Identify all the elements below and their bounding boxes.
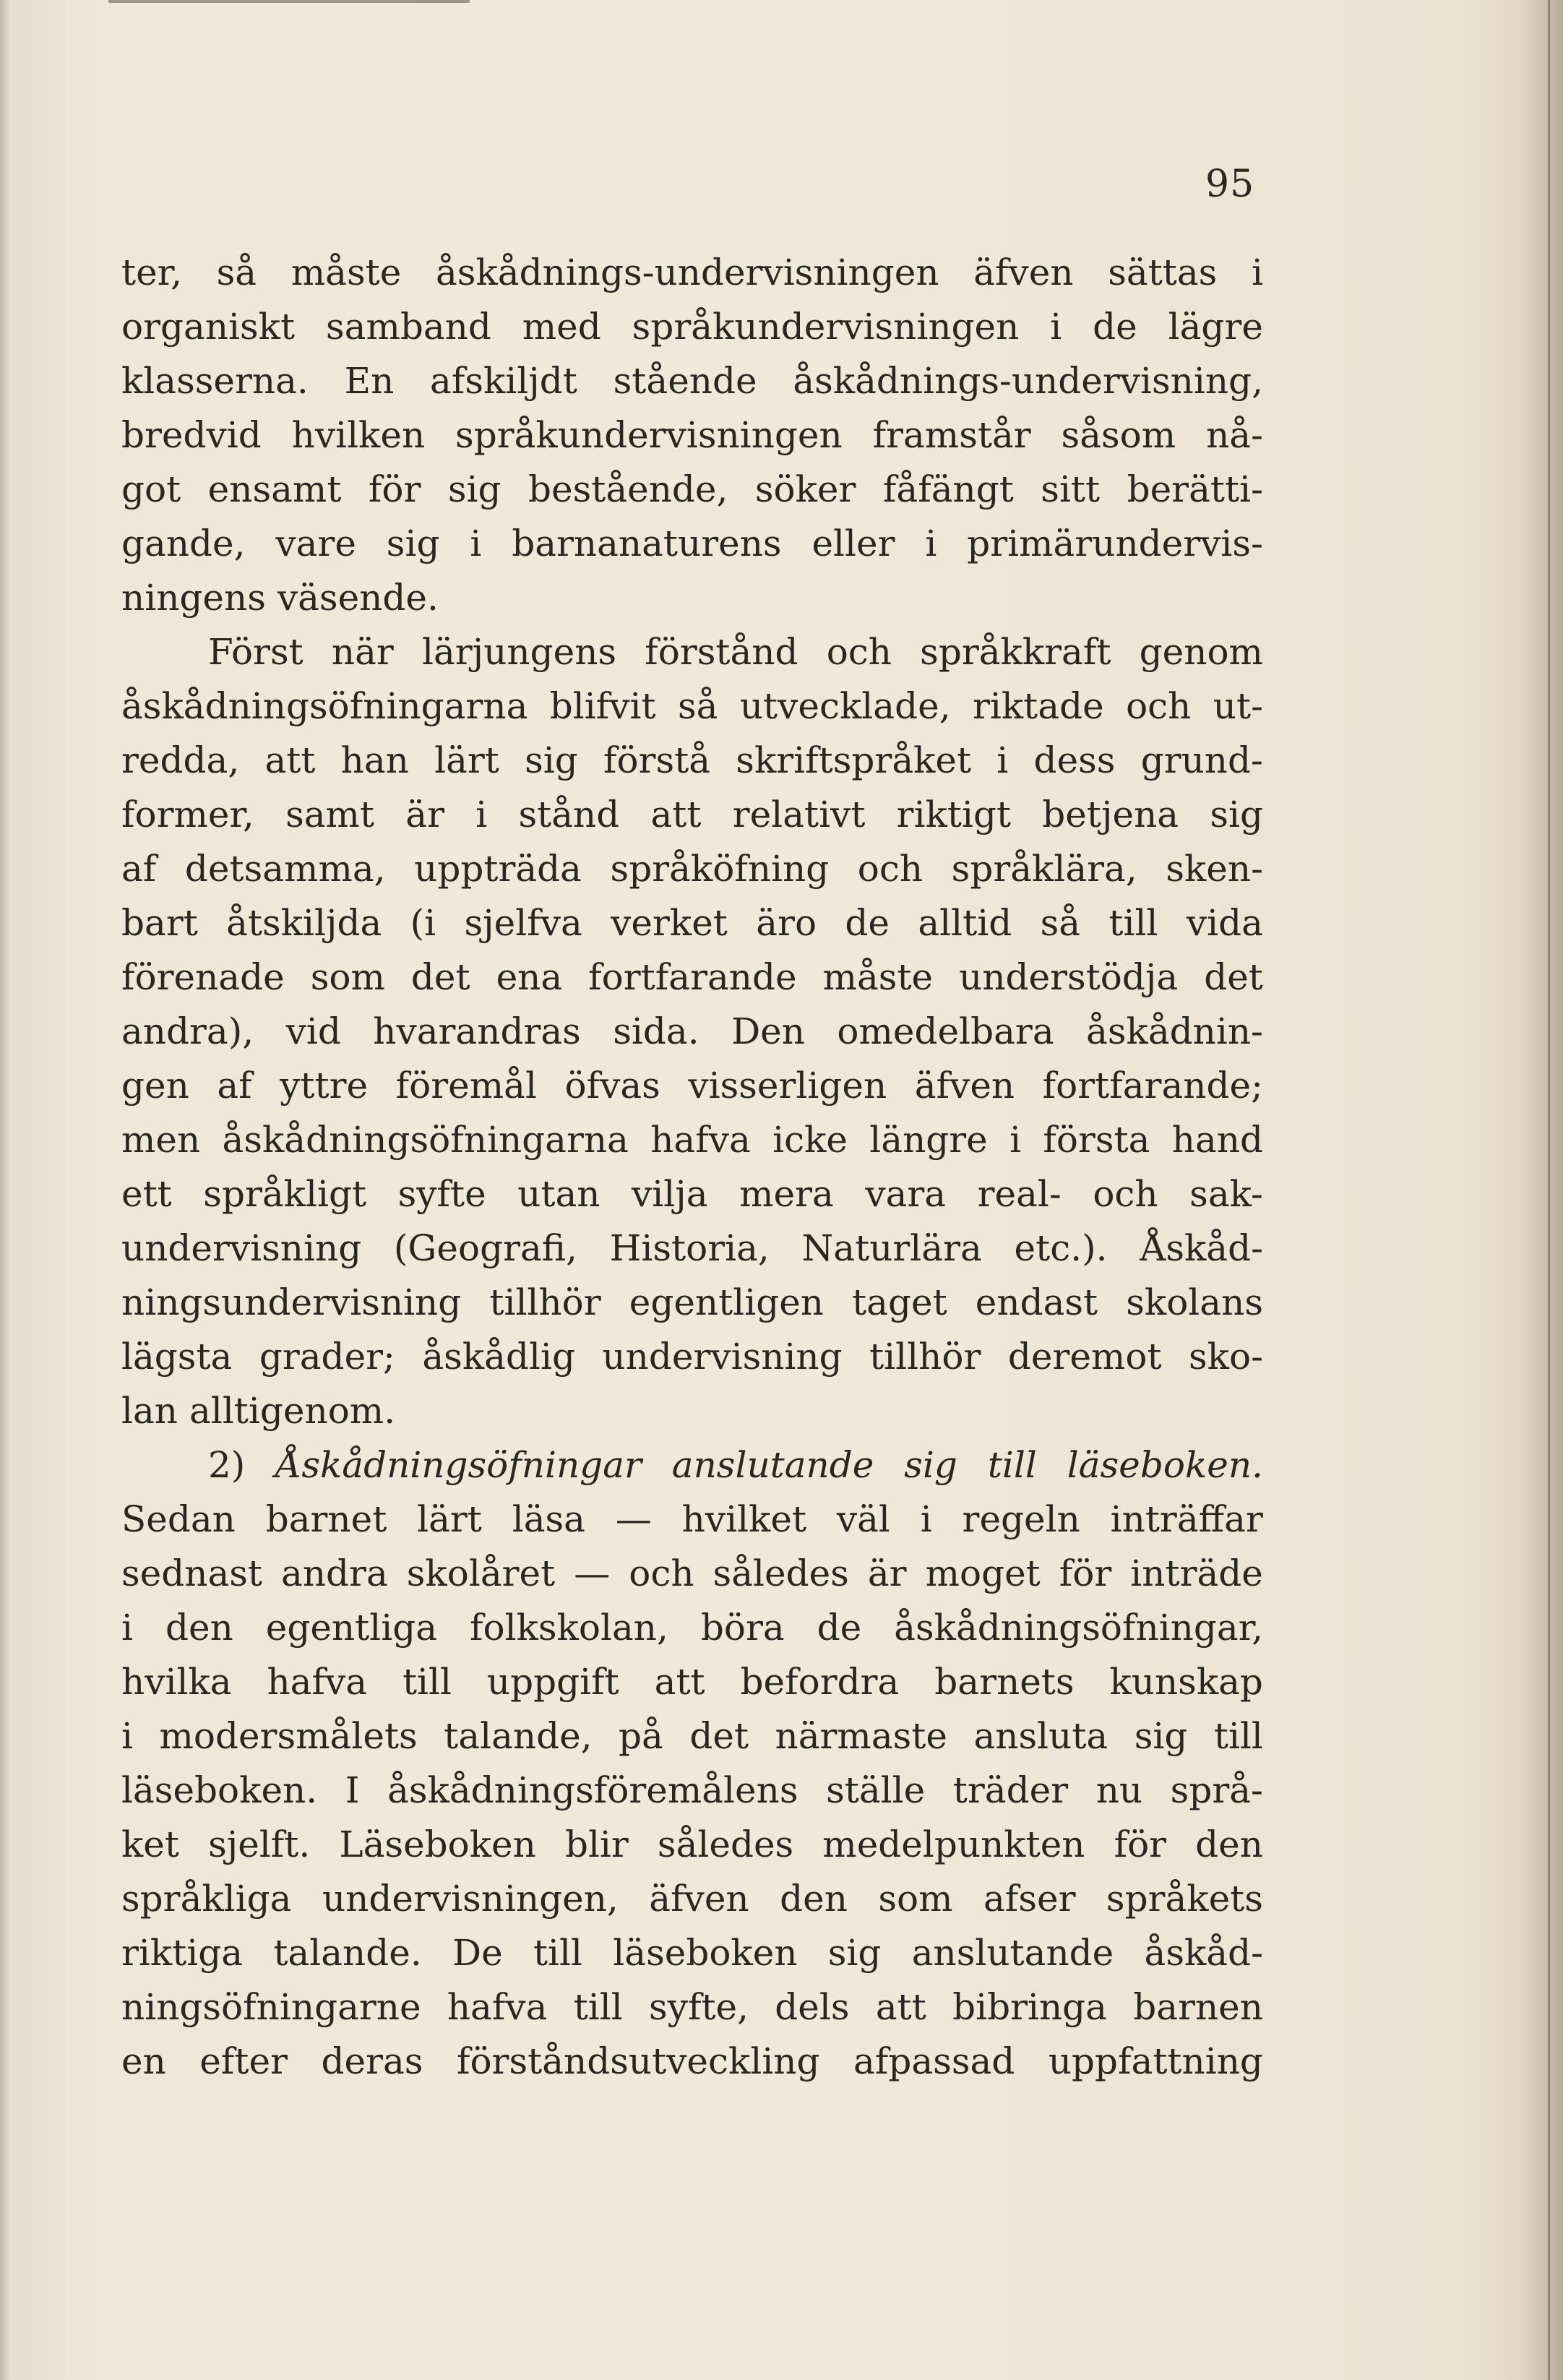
word: språköfning bbox=[610, 848, 830, 890]
word: primärundervis- bbox=[967, 523, 1263, 564]
word: Sedan bbox=[121, 1498, 236, 1540]
word: afpassad bbox=[853, 2040, 1015, 2082]
word: till bbox=[1213, 1715, 1263, 1757]
word: väl bbox=[836, 1498, 890, 1540]
word: sig bbox=[386, 523, 440, 564]
word: bestående, bbox=[528, 468, 728, 510]
word: äro bbox=[756, 902, 817, 944]
word: andra bbox=[281, 1552, 388, 1594]
word: sig bbox=[1134, 1715, 1188, 1757]
word: understödja bbox=[959, 956, 1179, 998]
word: den bbox=[1195, 1823, 1263, 1865]
word: i bbox=[1050, 306, 1062, 348]
word: att bbox=[654, 1661, 705, 1703]
word: barnanaturens bbox=[512, 523, 782, 564]
word: föremål bbox=[395, 1065, 537, 1107]
top-rule bbox=[108, 0, 470, 3]
word: samt bbox=[285, 794, 375, 835]
word: — bbox=[615, 1498, 652, 1540]
text-line bbox=[121, 1872, 1263, 1926]
word: stånd bbox=[518, 794, 620, 835]
word: moget bbox=[925, 1552, 1041, 1594]
word: till bbox=[533, 1932, 583, 1974]
word: Läseboken bbox=[339, 1823, 536, 1865]
word: undervisning bbox=[121, 1227, 362, 1269]
text-line bbox=[121, 246, 1263, 300]
word: afskiljdt bbox=[430, 360, 577, 402]
word: got bbox=[121, 468, 181, 510]
word: åskådningsöfningar, bbox=[894, 1607, 1263, 1649]
word: undervisning bbox=[602, 1336, 843, 1378]
word: real- bbox=[977, 1173, 1062, 1215]
word: såsom bbox=[1061, 414, 1176, 456]
word: för bbox=[1059, 1552, 1112, 1594]
word: afser bbox=[983, 1878, 1076, 1920]
word: dels bbox=[775, 1986, 850, 2028]
word: sättas bbox=[1108, 252, 1218, 293]
word: och bbox=[1126, 685, 1192, 727]
word: bart bbox=[121, 902, 198, 944]
word: alltid bbox=[918, 902, 1012, 944]
word: skolåret bbox=[406, 1552, 556, 1594]
word: mera bbox=[739, 1173, 834, 1215]
word: första bbox=[1043, 1119, 1150, 1161]
word: åskåd- bbox=[1144, 1932, 1263, 1974]
word: talande, bbox=[444, 1715, 593, 1757]
word: folkskolan, bbox=[470, 1607, 668, 1649]
word: sko- bbox=[1189, 1336, 1263, 1378]
word: barnen bbox=[1133, 1986, 1263, 2028]
text-line bbox=[121, 1167, 1263, 1221]
text-line bbox=[121, 1818, 1263, 1872]
word: för bbox=[368, 468, 421, 510]
word: sitt bbox=[1041, 468, 1101, 510]
word: hand bbox=[1171, 1119, 1263, 1161]
word: för bbox=[1114, 1823, 1167, 1865]
word: språklära, bbox=[951, 848, 1137, 890]
word: förstå bbox=[603, 739, 711, 781]
word: modersmålets bbox=[159, 1715, 418, 1757]
word: det bbox=[410, 956, 470, 998]
word: grader; bbox=[259, 1336, 395, 1378]
word: på bbox=[619, 1715, 663, 1757]
word: läseboken. bbox=[1067, 1444, 1263, 1486]
word: alltigenom. bbox=[189, 1390, 396, 1432]
text-line bbox=[121, 408, 1263, 463]
word: grund- bbox=[1140, 739, 1263, 781]
word: detsamma, bbox=[184, 848, 386, 890]
text-line bbox=[121, 896, 1263, 950]
word: ensamt bbox=[207, 468, 342, 510]
word: ket bbox=[121, 1823, 179, 1865]
word: uppfattning bbox=[1048, 2040, 1263, 2082]
text-line bbox=[121, 1492, 1263, 1547]
text-line bbox=[121, 1763, 1263, 1818]
text-line bbox=[121, 1709, 1263, 1763]
word: fortfarande bbox=[588, 956, 797, 998]
word: den bbox=[165, 1607, 233, 1649]
word: — bbox=[574, 1552, 611, 1594]
word: till bbox=[402, 1661, 452, 1703]
word: han bbox=[340, 739, 409, 781]
word: vilja bbox=[632, 1173, 708, 1215]
word: nu bbox=[1095, 1769, 1143, 1811]
word: dess bbox=[1033, 739, 1116, 781]
word: af bbox=[121, 848, 157, 890]
word: riktiga bbox=[121, 1932, 244, 1974]
word: redda, bbox=[121, 739, 240, 781]
word: sig bbox=[827, 1932, 882, 1974]
word: således bbox=[657, 1823, 794, 1865]
word: sjelfva bbox=[464, 902, 582, 944]
word: Åskåd- bbox=[1140, 1227, 1263, 1269]
word: tillhör bbox=[869, 1336, 981, 1378]
word: lägsta bbox=[121, 1336, 233, 1378]
word: berätti- bbox=[1127, 468, 1263, 510]
word: och bbox=[1093, 1173, 1158, 1215]
word: relativt bbox=[732, 794, 866, 835]
word: sednast bbox=[121, 1552, 263, 1594]
word: riktade bbox=[972, 685, 1104, 727]
word: ter, bbox=[121, 252, 182, 293]
word: det bbox=[1204, 956, 1263, 998]
word: (i bbox=[410, 902, 436, 944]
text-line bbox=[121, 1384, 1263, 1438]
word: förenade bbox=[121, 956, 285, 998]
word: sida. bbox=[613, 1010, 699, 1052]
word: samband bbox=[325, 306, 491, 348]
word: stående bbox=[613, 360, 757, 402]
word: åskådnin- bbox=[1086, 1010, 1263, 1052]
word: hvilket bbox=[681, 1498, 807, 1540]
text-line bbox=[121, 1113, 1263, 1167]
word: de bbox=[817, 1607, 862, 1649]
text-line bbox=[121, 300, 1263, 354]
page-left-edge-shadow bbox=[0, 0, 10, 2380]
word: läseboken bbox=[613, 1932, 798, 1974]
word: längre bbox=[869, 1119, 988, 1161]
word: Naturlära bbox=[801, 1227, 982, 1269]
word: språkets bbox=[1106, 1878, 1263, 1920]
text-line bbox=[121, 842, 1263, 896]
word: etc.). bbox=[1014, 1227, 1108, 1269]
word: så bbox=[678, 685, 718, 727]
word: inträde bbox=[1130, 1552, 1263, 1594]
word: uppträda bbox=[414, 848, 582, 890]
word: som bbox=[310, 956, 385, 998]
word: närmaste bbox=[775, 1715, 947, 1757]
word: äfven bbox=[914, 1065, 1015, 1107]
word: sig bbox=[447, 468, 501, 510]
word: (Geografi, bbox=[393, 1227, 578, 1269]
word: egentliga bbox=[265, 1607, 438, 1649]
word: lärjungens bbox=[421, 631, 617, 673]
word: utvecklade, bbox=[739, 685, 951, 727]
word: åskådningsöfningarna bbox=[222, 1119, 629, 1161]
word: taget bbox=[852, 1281, 947, 1323]
word: ningsundervisning bbox=[121, 1281, 462, 1323]
word: språkkraft bbox=[920, 631, 1111, 673]
word: att bbox=[875, 1986, 926, 2028]
word: lärt bbox=[417, 1498, 482, 1540]
word: åskådningsöfningarna bbox=[121, 685, 528, 727]
word: till bbox=[573, 1986, 623, 2028]
word: och bbox=[629, 1552, 694, 1594]
word: Den bbox=[731, 1010, 805, 1052]
word: ställe bbox=[826, 1769, 926, 1811]
word: utan bbox=[517, 1173, 600, 1215]
word: sken- bbox=[1166, 848, 1263, 890]
word: språkundervisningen bbox=[632, 306, 1020, 348]
text-line bbox=[121, 1655, 1263, 1709]
word: de bbox=[1093, 306, 1137, 348]
word: åskådnings-undervisningen bbox=[436, 252, 939, 293]
word: blir bbox=[564, 1823, 629, 1865]
word: språkundervisningen bbox=[455, 414, 843, 456]
text-line bbox=[121, 950, 1263, 1005]
text-line bbox=[121, 1438, 1263, 1492]
word: och bbox=[857, 848, 923, 890]
word: lärt bbox=[434, 739, 499, 781]
word: omedelbara bbox=[837, 1010, 1054, 1052]
word: är bbox=[867, 1552, 907, 1594]
word: barnets bbox=[934, 1661, 1075, 1703]
word: barnet bbox=[265, 1498, 387, 1540]
word: äfven bbox=[973, 252, 1074, 293]
word: sjelft. bbox=[208, 1823, 311, 1865]
word: språkliga bbox=[121, 1878, 292, 1920]
word: befordra bbox=[740, 1661, 900, 1703]
word: som bbox=[878, 1878, 953, 1920]
body-text bbox=[121, 246, 1263, 2089]
page-number: 95 bbox=[1205, 163, 1255, 206]
text-line bbox=[121, 1330, 1263, 1384]
word: med bbox=[522, 306, 601, 348]
word: ningens bbox=[121, 577, 266, 619]
word: Historia, bbox=[609, 1227, 770, 1269]
word: lan bbox=[121, 1390, 178, 1432]
text-line bbox=[121, 679, 1263, 734]
text-line bbox=[121, 517, 1263, 571]
word: måste bbox=[290, 252, 402, 293]
word: anslutande bbox=[671, 1444, 874, 1486]
word: söker bbox=[754, 468, 856, 510]
word: yttre bbox=[280, 1065, 369, 1107]
word: läseboken. bbox=[121, 1769, 318, 1811]
text-line bbox=[121, 2035, 1263, 2089]
word: ansluta bbox=[973, 1715, 1108, 1757]
word: det bbox=[689, 1715, 749, 1757]
word: till bbox=[1108, 902, 1158, 944]
page-edge-line bbox=[1548, 0, 1550, 2380]
word: syfte bbox=[397, 1173, 486, 1215]
word: måste bbox=[822, 956, 934, 998]
word: deras bbox=[321, 2040, 423, 2082]
word: vare bbox=[275, 523, 356, 564]
word: att bbox=[650, 794, 702, 835]
word: åskådlig bbox=[422, 1336, 575, 1378]
word: De bbox=[452, 1932, 503, 1974]
word: kunskap bbox=[1109, 1661, 1263, 1703]
word: andra), bbox=[121, 1010, 254, 1052]
word: egentligen bbox=[629, 1281, 824, 1323]
word: ningsöfningarne bbox=[121, 1986, 421, 2028]
text-line bbox=[121, 1980, 1263, 2035]
word: bibringa bbox=[952, 1986, 1107, 2028]
word: äfven bbox=[649, 1878, 749, 1920]
text-line bbox=[121, 1005, 1263, 1059]
word: gen bbox=[121, 1065, 189, 1107]
text-line bbox=[121, 734, 1263, 788]
word: när bbox=[331, 631, 394, 673]
word: i bbox=[1252, 252, 1263, 293]
text-line bbox=[121, 788, 1263, 842]
word: lägre bbox=[1168, 306, 1263, 348]
text-line bbox=[121, 571, 1263, 625]
word: åskådningsföremålens bbox=[387, 1769, 798, 1811]
word: språ- bbox=[1170, 1769, 1263, 1811]
text-line bbox=[121, 1601, 1263, 1655]
word: öfvas bbox=[564, 1065, 660, 1107]
word: hvarandras bbox=[373, 1010, 581, 1052]
word: uppgift bbox=[486, 1661, 619, 1703]
word: blifvit bbox=[549, 685, 656, 727]
word: icke bbox=[772, 1119, 848, 1161]
word: visserligen bbox=[688, 1065, 887, 1107]
word: hafva bbox=[650, 1119, 751, 1161]
word: en bbox=[121, 2040, 166, 2082]
word: i bbox=[475, 794, 488, 835]
word: En bbox=[344, 360, 395, 402]
word: ett bbox=[121, 1173, 172, 1215]
word: sig bbox=[904, 1444, 957, 1486]
word: fåfängt bbox=[882, 468, 1014, 510]
word: vara bbox=[865, 1173, 947, 1215]
word: talande. bbox=[273, 1932, 422, 1974]
word: hvilken bbox=[291, 414, 426, 456]
word: i bbox=[1009, 1119, 1022, 1161]
word: ut- bbox=[1213, 685, 1263, 727]
word: att bbox=[264, 739, 316, 781]
word: medelpunkten bbox=[822, 1823, 1085, 1865]
text-line bbox=[121, 625, 1263, 679]
word: men bbox=[121, 1119, 201, 1161]
word: genom bbox=[1139, 631, 1263, 673]
word: klasserna. bbox=[121, 360, 309, 402]
word: sig bbox=[525, 739, 578, 781]
word: Först bbox=[208, 631, 303, 673]
text-line bbox=[121, 354, 1263, 408]
word: verket bbox=[611, 902, 728, 944]
word: hvilka bbox=[121, 1661, 232, 1703]
word: sig bbox=[1210, 794, 1263, 835]
word: och bbox=[826, 631, 892, 673]
word: den bbox=[780, 1878, 848, 1920]
word: deremot bbox=[1007, 1336, 1162, 1378]
word: eller bbox=[811, 523, 895, 564]
word: böra bbox=[700, 1607, 785, 1649]
word: förstånd bbox=[645, 631, 798, 673]
word: skriftspråket bbox=[736, 739, 972, 781]
word: läsa bbox=[512, 1498, 585, 1540]
word: åskådnings-undervisning, bbox=[793, 360, 1263, 402]
word: betjena bbox=[1042, 794, 1179, 835]
word: de bbox=[845, 902, 890, 944]
word: vida bbox=[1186, 902, 1263, 944]
word: endast bbox=[975, 1281, 1098, 1323]
text-line bbox=[121, 1276, 1263, 1330]
word: således bbox=[712, 1552, 849, 1594]
word: i bbox=[121, 1607, 133, 1649]
text-line bbox=[121, 1221, 1263, 1276]
word: former, bbox=[121, 794, 254, 835]
word: inträffar bbox=[1110, 1498, 1263, 1540]
word: är bbox=[405, 794, 444, 835]
word: hafva bbox=[267, 1661, 368, 1703]
word: nå- bbox=[1206, 414, 1263, 456]
word: 2) bbox=[208, 1444, 246, 1486]
word: regeln bbox=[962, 1498, 1080, 1540]
word: I bbox=[345, 1769, 360, 1811]
word: undervisningen, bbox=[322, 1878, 619, 1920]
word: skolans bbox=[1126, 1281, 1263, 1323]
word: till bbox=[987, 1444, 1037, 1486]
word: vid bbox=[285, 1010, 341, 1052]
word: i bbox=[920, 1498, 932, 1540]
word: språkligt bbox=[203, 1173, 367, 1215]
word: sak- bbox=[1189, 1173, 1263, 1215]
word: Åskådningsöfningar bbox=[275, 1444, 642, 1486]
word: fortfarande; bbox=[1042, 1065, 1263, 1107]
word: tillhör bbox=[489, 1281, 601, 1323]
word: anslutande bbox=[911, 1932, 1114, 1974]
word: gande, bbox=[121, 523, 246, 564]
word: så bbox=[1040, 902, 1081, 944]
word: i bbox=[996, 739, 1009, 781]
word: förståndsutveckling bbox=[456, 2040, 820, 2082]
word: efter bbox=[199, 2040, 288, 2082]
word: syfte, bbox=[649, 1986, 749, 2028]
text-line bbox=[121, 463, 1263, 517]
spine-shadow bbox=[1520, 0, 1563, 2380]
text-line bbox=[121, 1547, 1263, 1601]
word: bredvid bbox=[121, 414, 262, 456]
word: af bbox=[217, 1065, 252, 1107]
word: ena bbox=[496, 956, 563, 998]
word: så bbox=[216, 252, 257, 293]
word: riktigt bbox=[896, 794, 1012, 835]
word: framstår bbox=[872, 414, 1031, 456]
word: i bbox=[121, 1715, 133, 1757]
word: träder bbox=[952, 1769, 1069, 1811]
text-line bbox=[121, 1059, 1263, 1113]
word: åtskiljda bbox=[226, 902, 382, 944]
word: i bbox=[925, 523, 937, 564]
word: väsende. bbox=[277, 577, 439, 619]
word: hafva bbox=[447, 1986, 548, 2028]
word: i bbox=[470, 523, 482, 564]
word: organiskt bbox=[121, 306, 296, 348]
text-line bbox=[121, 1926, 1263, 1980]
